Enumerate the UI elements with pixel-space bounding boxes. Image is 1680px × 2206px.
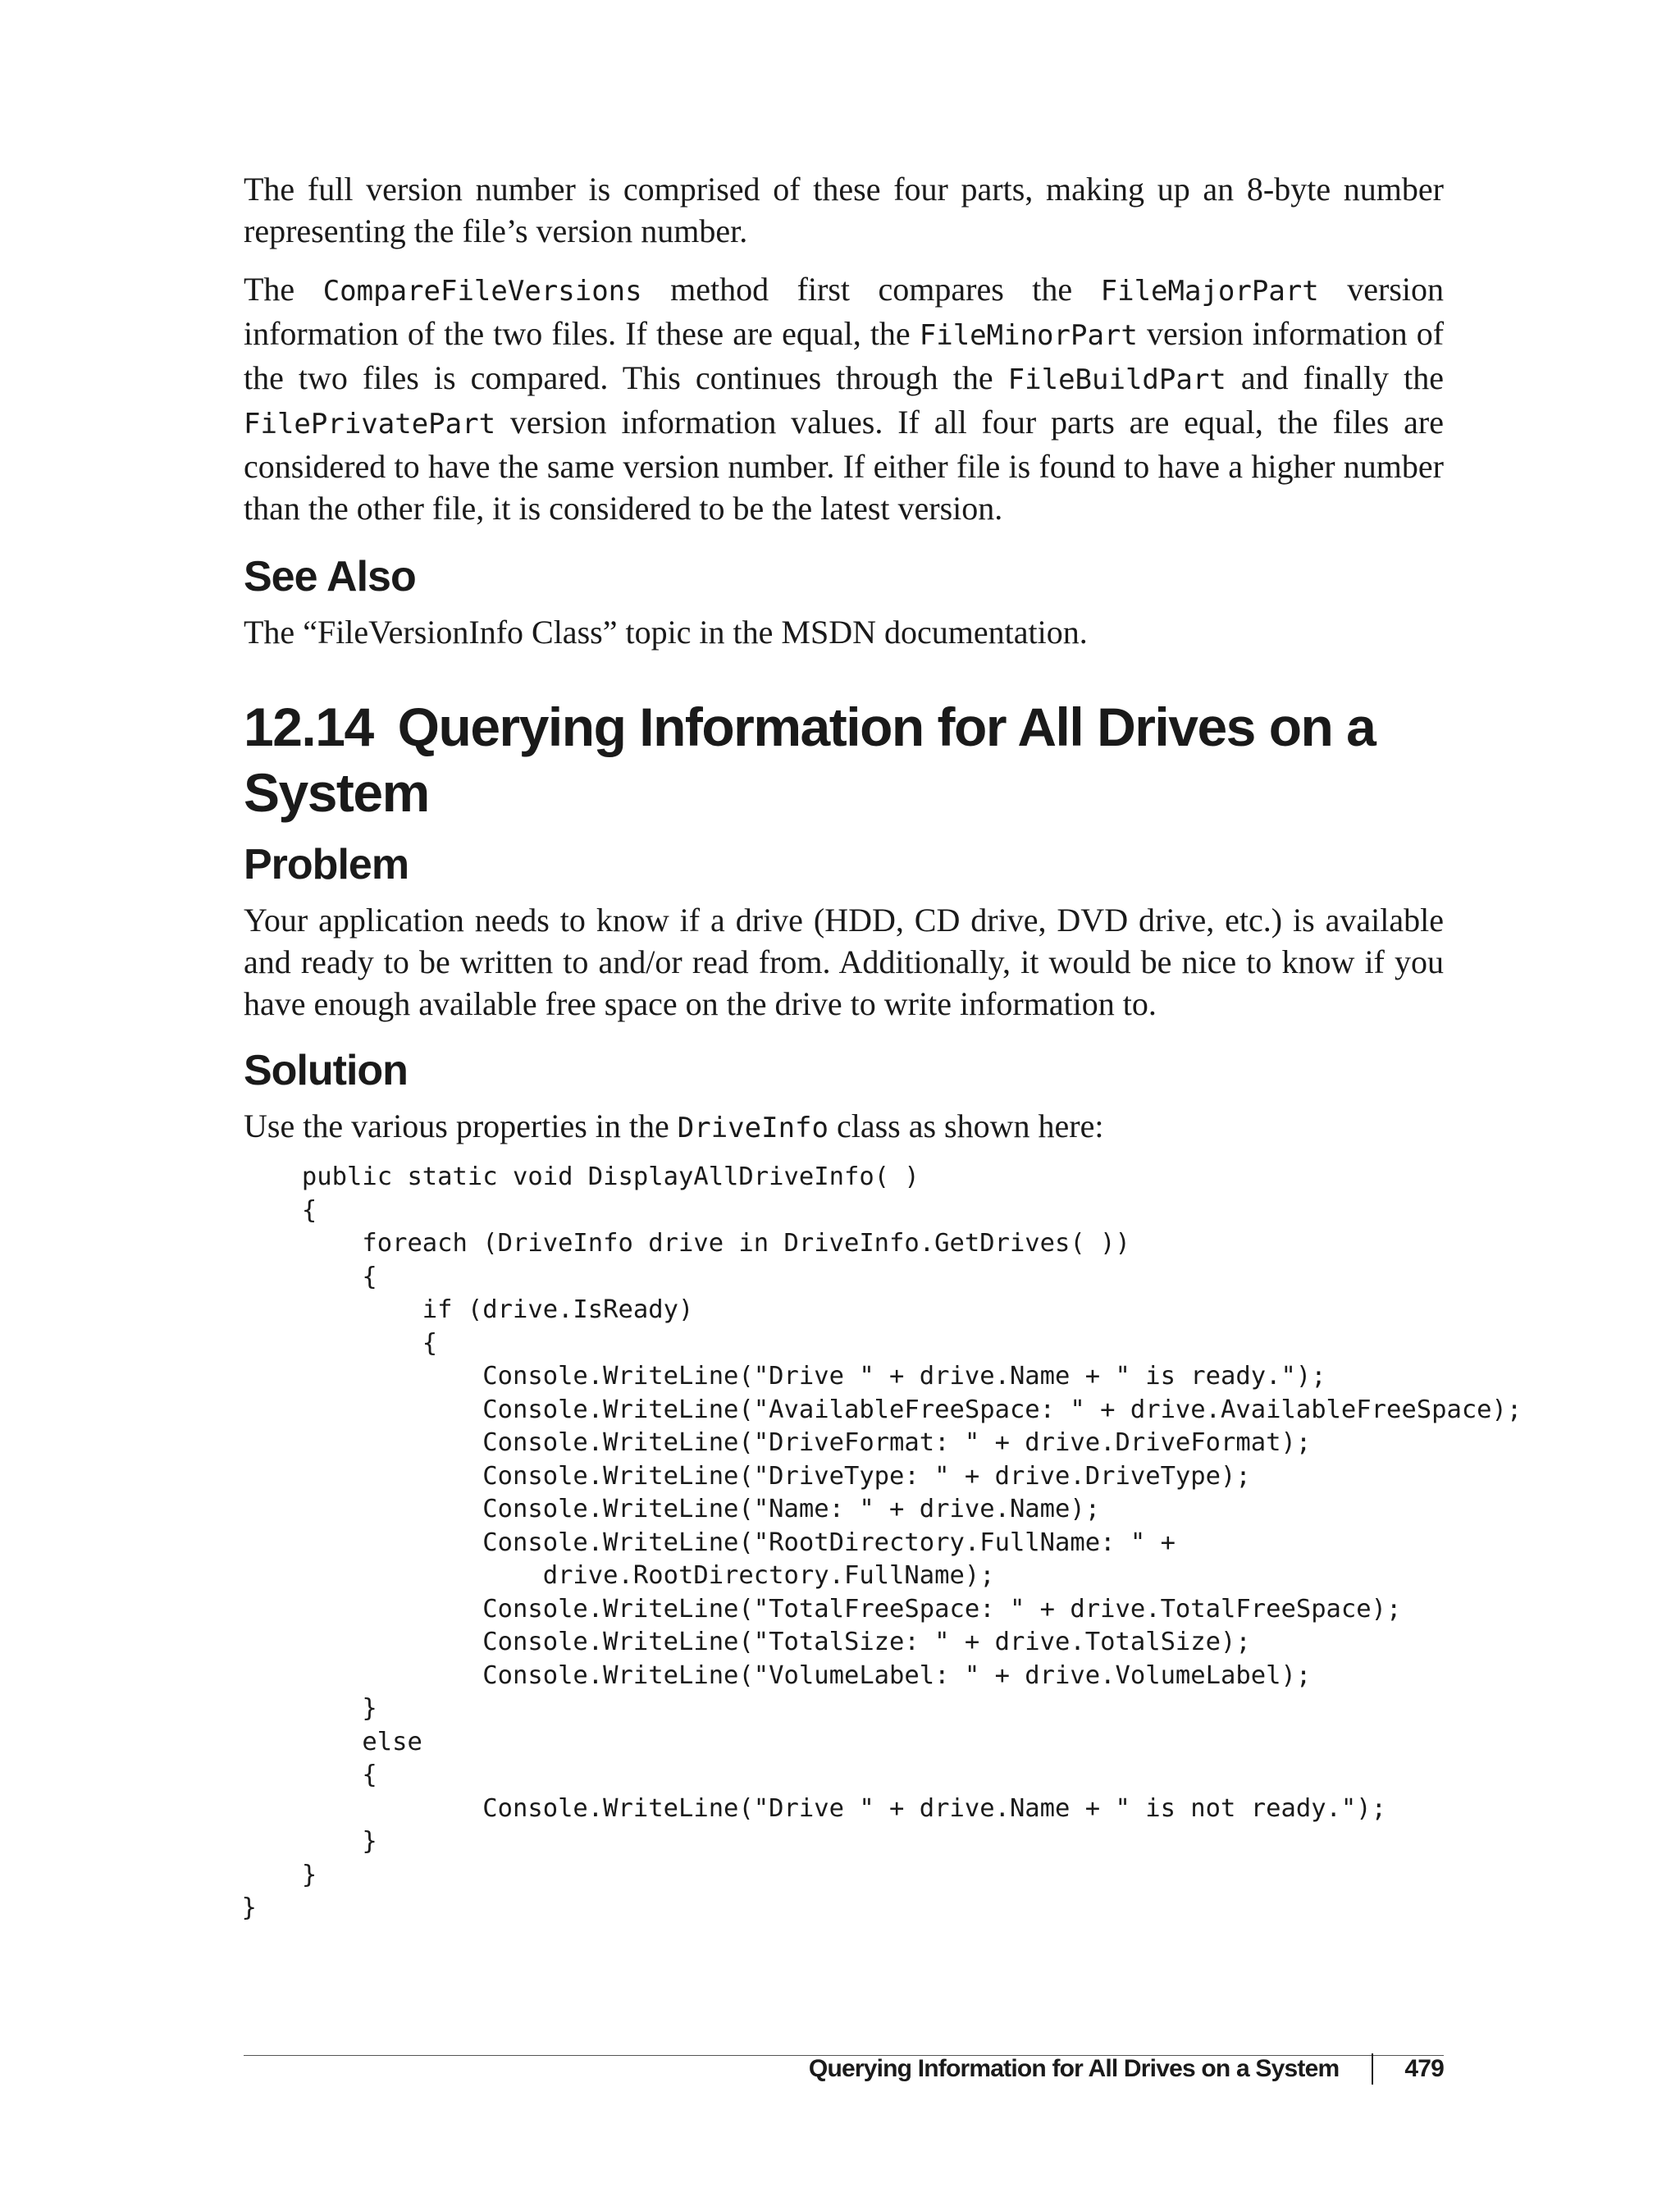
solution-intro: Use the various properties in the DriveInfo class as shown here: [244, 1108, 1104, 1144]
page-footer [809, 2053, 1444, 2085]
paragraph-compare-versions: The CompareFileVersions method first compares the FileMajorPart version information of the two files. If these are equal, the FileMinorPart version information of the two files is compared. This continues through the FileBuildPart and finally the FilePrivatePart version information values. If all four parts are equal, the files are considered to have the same version number. If either file is found to have a higher number than the other file, it is considered to be the latest version. [244, 271, 1445, 527]
paragraph-version-parts: The full version number is comprised of these four parts, making up an 8-byte number representing the file’s version number. [244, 171, 1444, 249]
inline-code: DriveInfo [677, 1112, 829, 1144]
inline-code: FileBuildPart [1007, 363, 1226, 396]
problem-text: Your application needs to know if a drive (HDD, CD drive, DVD drive, etc.) is available and ready to be written to and/or read from. Additionally, it would be nice to know if you have enough available free space on the drive to write information to. [244, 902, 1444, 1022]
inline-code: FilePrivatePart [244, 408, 496, 441]
recipe-title-text: Querying Information for All Drives on a System [244, 697, 1376, 823]
recipe-number: 12.14 [244, 697, 373, 757]
page-content [241, 168, 1522, 1925]
running-title: Querying Information for All Drives on a System [808, 2055, 1340, 2082]
recipe-title [244, 694, 1444, 825]
code-listing: public static void DisplayAllDriveInfo( ) { foreach (DriveInfo drive in DriveInfo.GetDrives( )) { if (drive.IsReady) { Console.WriteLine("Drive " + drive.Name + " is ready."); Console.WriteLine("AvailableFreeSpace: " + drive.AvailableFreeSpace); Console.WriteLine("DriveFormat: " + drive.DriveFormat); Console.WriteLine("DriveType: " + drive.DriveType); Console.WriteLine("Name: " + drive.Name); Console.WriteLine("RootDirectory.FullName: " + drive.RootDirectory.FullName); Console.WriteLine("TotalFreeSpace: " + drive.TotalFreeSpace); Console.WriteLine("TotalSize: " + drive.TotalSize); Console.WriteLine("VolumeLabel: " + drive.VolumeLabel); } else { Console.WriteLine("Drive " + drive.Name + " is not ready."); } } } [241, 1162, 1522, 1922]
inline-code: FileMajorPart [1100, 275, 1319, 308]
page-number: 479 [1404, 2055, 1444, 2082]
see-also-text: The “FileVersionInfo Class” topic in the MSDN documentation. [244, 614, 1088, 651]
see-also-heading: See Also [244, 553, 416, 601]
solution-heading: Solution [244, 1047, 408, 1094]
footer-separator [1372, 2053, 1373, 2085]
inline-code: CompareFileVersions [322, 275, 642, 308]
problem-heading: Problem [244, 841, 409, 888]
inline-code: FileMinorPart [919, 319, 1138, 352]
